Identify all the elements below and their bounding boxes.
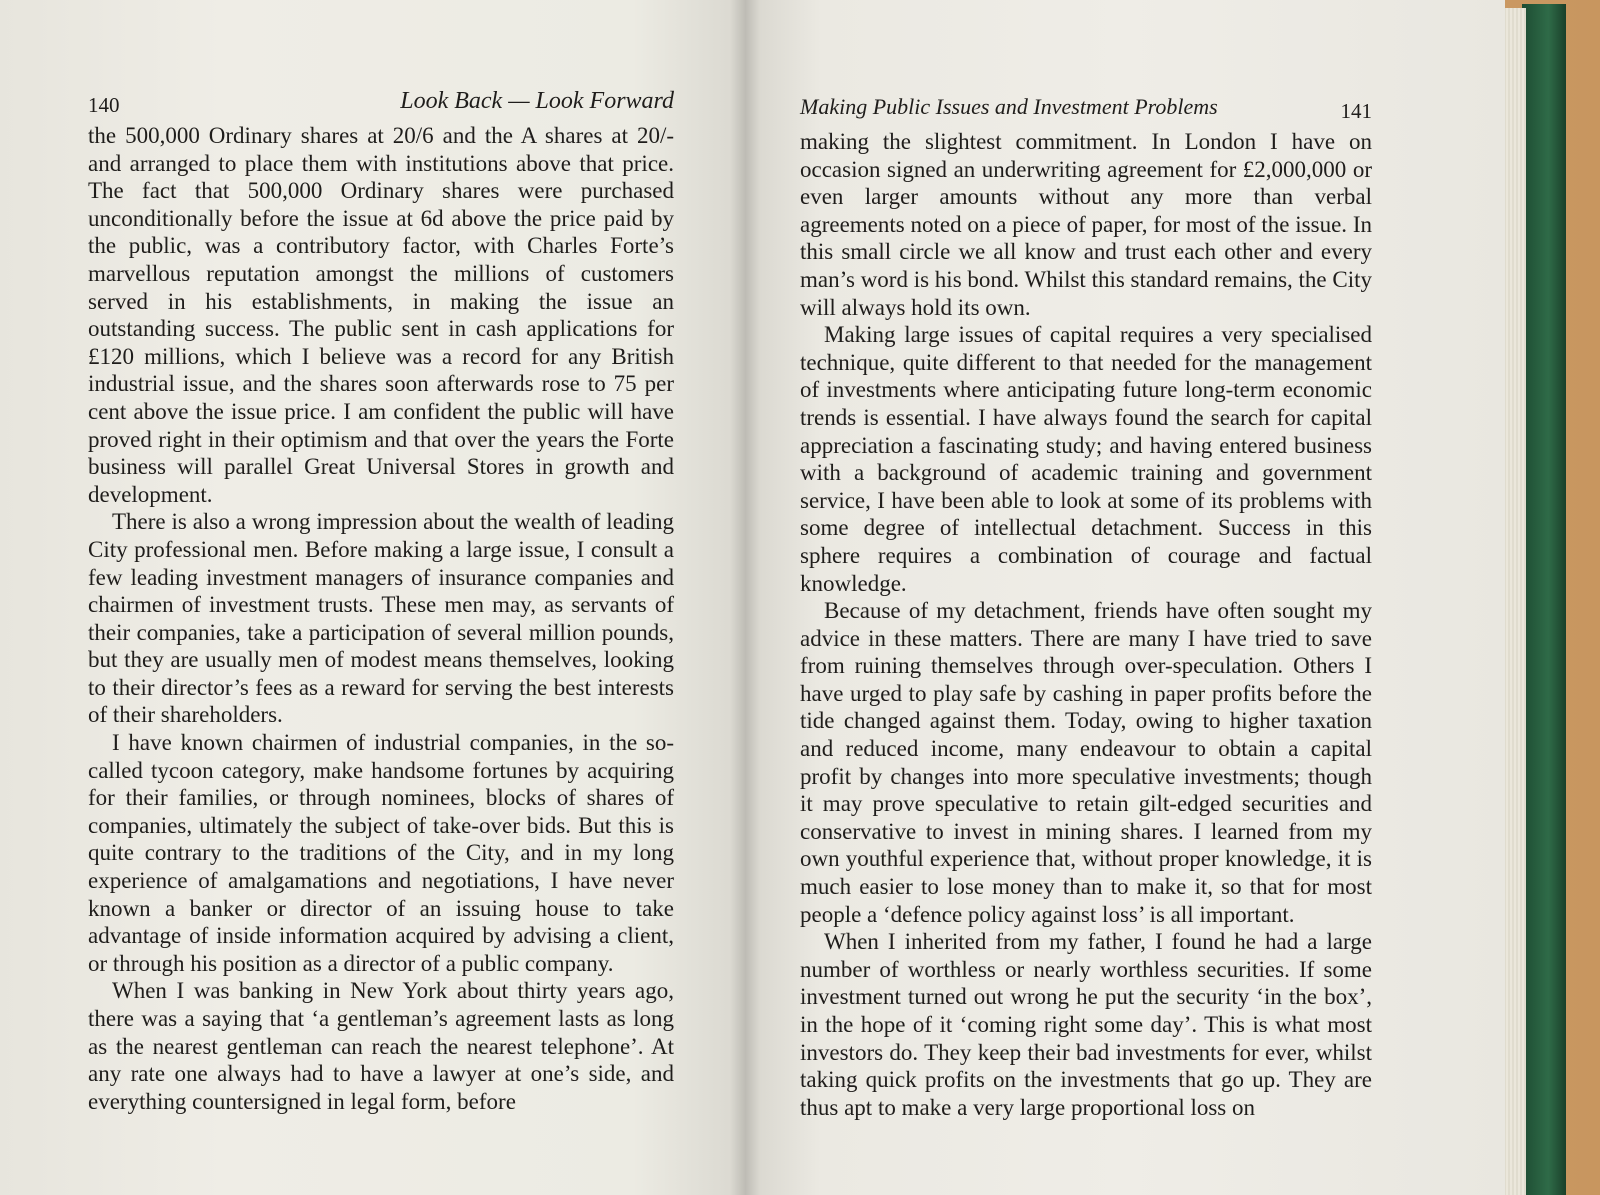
left-running-head (88, 84, 674, 118)
left-running-title: Look Back — Look Forward (400, 88, 674, 114)
left-paragraph-3: I have known chairmen of industrial companies, in the so-called tycoon category, make handsome fortunes by acquiring for their families, or through nominees, blocks of shares of companies, ultimately the subject of take-over bids. But this is quite contrary to the traditions of the City, and in my long experience of amalgamations and negotiations, I have never known a banker or director of an issuing house to take advantage of inside information acquired by advising a client, or through his position as a director of a public company. (88, 730, 674, 976)
right-running-head (800, 90, 1372, 124)
book-gutter (730, 0, 760, 1195)
left-page-text (88, 122, 674, 1115)
right-page-number: 141 (1340, 99, 1372, 123)
left-page (0, 0, 745, 1195)
right-paragraph-2: Making large issues of capital requires a very specialised technique, quite different to that needed for the management of investments where anticipating future long-term economic trends is essential. I have always found the search for capital appreciation a fascinating study; and having entered business with a background of academic training and government service, I have been able to look at some of its problems with some degree of intellectual detachment. Success in this sphere requires a combination of courage and factual knowledge. (800, 322, 1372, 596)
right-page-text (800, 128, 1372, 1121)
left-paragraph-2: There is also a wrong impression about the wealth of leading City professional men. Before making a large issue, I consult a few leading investment managers of insurance companies and chairmen of investment trusts. These men may, as servants of their companies, take a participation of several million pounds, but they are usually men of modest means themselves, looking to their director’s fees as a reward for serving the best interests of their shareholders. (88, 509, 674, 728)
right-page (745, 0, 1505, 1195)
right-running-title: Making Public Issues and Investment Problems (800, 94, 1218, 119)
right-paragraph-3: Because of my detachment, friends have often sought my advice in these matters. There are many I have tried to save from ruining themselves through over-speculation. Others I have urged to play safe by cashing in paper profits before the tide changed against them. Today, owing to higher taxation and reduced income, many endeavour to obtain a capital profit by changes into more speculative investments; though it may prove speculative to retain gilt-edged securities and conservative to invest in mining shares. I learned from my own youthful experience that, without proper knowledge, it is much easier to lose money than to make it, so that for most people a ‘defence policy against loss’ is all important. (800, 598, 1372, 927)
book-cover-edge (1522, 4, 1566, 1195)
right-paragraph-4: When I inherited from my father, I found he had a large number of worthless or nearly worthless securities. If some investment turned out wrong he put the security ‘in the box’, in the hope of it ‘coming right some day’. This is what most investors do. They keep their bad investments for ever, whilst taking quick profits on the investments that go up. They are thus apt to make a very large proportional loss on (800, 929, 1372, 1120)
left-paragraph-4: When I was banking in New York about thirty years ago, there was a saying that ‘a gentleman’s agreement lasts as long as the nearest gentleman can reach the nearest telephone’. At any rate one always had to have a lawyer at one’s side, and everything countersigned in legal form, before (88, 978, 674, 1114)
left-page-number: 140 (88, 93, 120, 117)
left-paragraph-1: the 500,000 Ordinary shares at 20/6 and the A shares at 20/- and arranged to place them with institutions above that price. The fact that 500,000 Ordinary shares were purchased unconditionally before the issue at 6d above the price paid by the public, was a contributory factor, with Charles Forte’s marvellous reputation amongst the millions of customers served in his establishments, in making the issue an outstanding success. The public sent in cash applications for £120 millions, which I believe was a record for any British industrial issue, and the shares soon afterwards rose to 75 per cent above the issue price. I am confident the public will have proved right in their optimism and that over the years the Forte business will parallel Great Universal Stores in growth and development. (88, 123, 674, 507)
right-paragraph-1: making the slightest commitment. In London I have on occasion signed an underwriting agreement for £2,000,000 or even larger amounts without any more than verbal agreements noted on a piece of paper, for most of the issue. In this small circle we all know and trust each other and every man’s word is his bond. Whilst this standard remains, the City will always hold its own. (800, 129, 1372, 320)
